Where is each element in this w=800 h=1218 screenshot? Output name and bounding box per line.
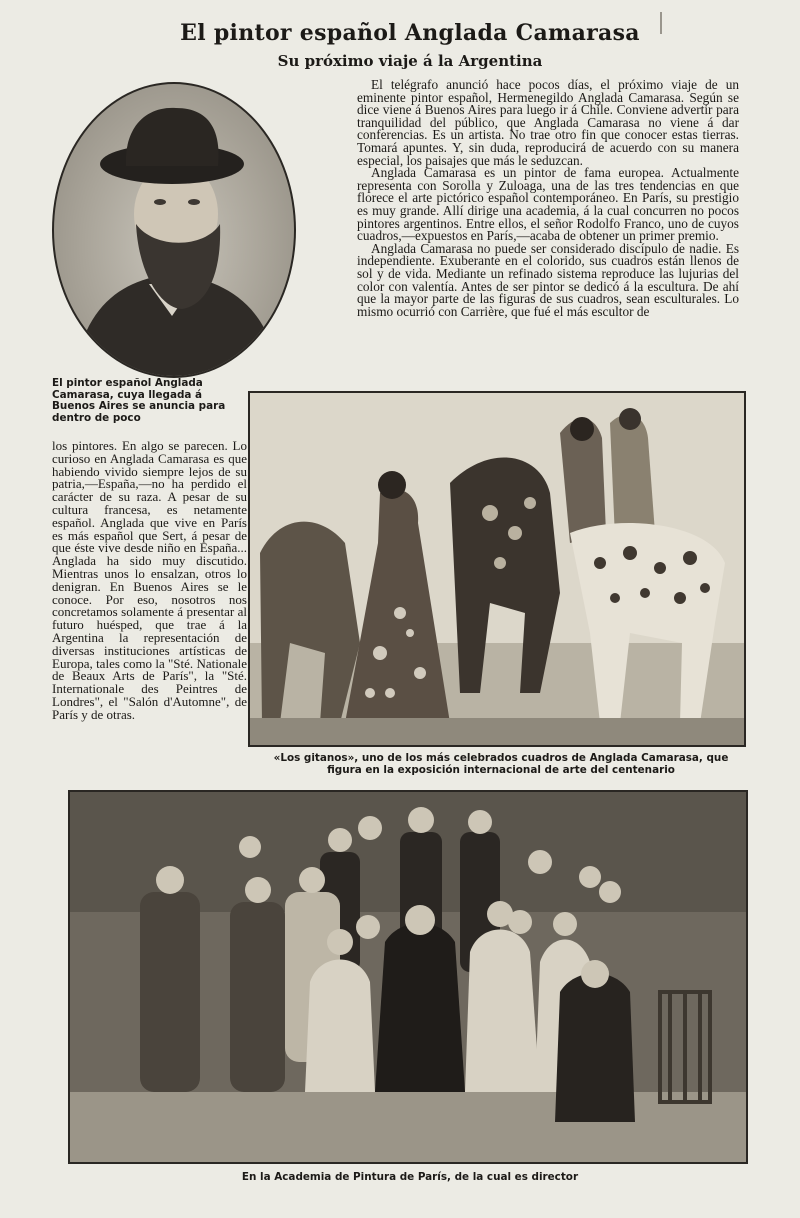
intro-paragraph: Anglada Camarasa es un pintor de fama europea. Actualmente representa con Sorolla y Zuloaga, una de las tres tendencias en que florece el arte pictórico español contemporáneo. En París, su prestigio es muy grande. Allí dirige una academia, á la cual concurren no pocos pintores argentinos. Entre ellos, el señor Rodolfo Franco, uno de cuyos cuadros,—expuestos en París,—acaba de obtener un primer premio. xyxy=(357,165,739,244)
portrait-photo xyxy=(52,82,296,378)
intro-paragraph: El telégrafo anunció hace pocos días, el próximo viaje de un eminente pintor español, Hermenegildo Anglada Camarasa. Según se dice viene á Buenos Aires para luego ir á Chile. Conviene advertir para tranquilidad del público, que Anglada Camarasa no viene á dar conferencias. Es un artista. No trae otro fin que conocer estas tierras. Tomará apuntes. Y, sin duda, reproducirá de acuerdo con su manera especial, los paisajes que más le seduzcan. xyxy=(357,77,739,168)
academy-photo-caption: En la Academia de Pintura de París, de la cual es director xyxy=(241,1171,579,1183)
academy-group-photo xyxy=(68,790,748,1164)
article-headline: El pintor español Anglada Camarasa xyxy=(180,20,640,46)
painting-caption: «Los gitanos», uno de los más celebrados cuadros de Anglada Camarasa, que figura en la exposición internacional de arte del centenario xyxy=(273,752,729,776)
article-continuation-column: los pintores. En algo se parecen. Lo curioso en Anglada Camarasa es que habiendo vivido siempre lejos de su patria,—España,—no ha perdido el carácter de su raza. A pesar de su cultura francesa, es netamente español. Anglada que vive en París es más español que Sert, á pesar de que éste vive desde niño en España... Anglada ha sido muy discutido. Mientras unos lo ensalzan, otros lo denigran. En Buenos Aires se le conoce. Por eso, nosotros nos concretamos solamente á presentar al futuro huésped, que trae á la Argentina la representación de diversas instituciones artísticas de Europa, tales como la "Sté. Nationale de Beaux Arts de París", la "Sté. Internationale des Peintres de Londres", el "Salón d'Automne", de París y de otras. xyxy=(52,438,247,722)
intro-paragraph: Anglada Camarasa no puede ser considerado discípulo de nadie. Es independiente. Exuberante en el colorido, sus cuadros están llenos de sol y de vida. Mediante un refinado sistema reproduce las lujurias del color con valentía. Antes de ser pintor se dedicó á la escultura. De ahí que la mayor parte de las figuras de sus cuadros, sean esculturales. Lo mismo ocurrió con Carrière, que fué el más escultor de xyxy=(357,240,739,319)
portrait-caption: El pintor español Anglada Camarasa, cuya llegada á Buenos Aires se anuncia para dentro de poco xyxy=(52,377,226,424)
painting-image xyxy=(248,391,746,747)
article-intro-column xyxy=(357,79,739,318)
article-subheadline: Su próximo viaje á la Argentina xyxy=(277,52,543,70)
